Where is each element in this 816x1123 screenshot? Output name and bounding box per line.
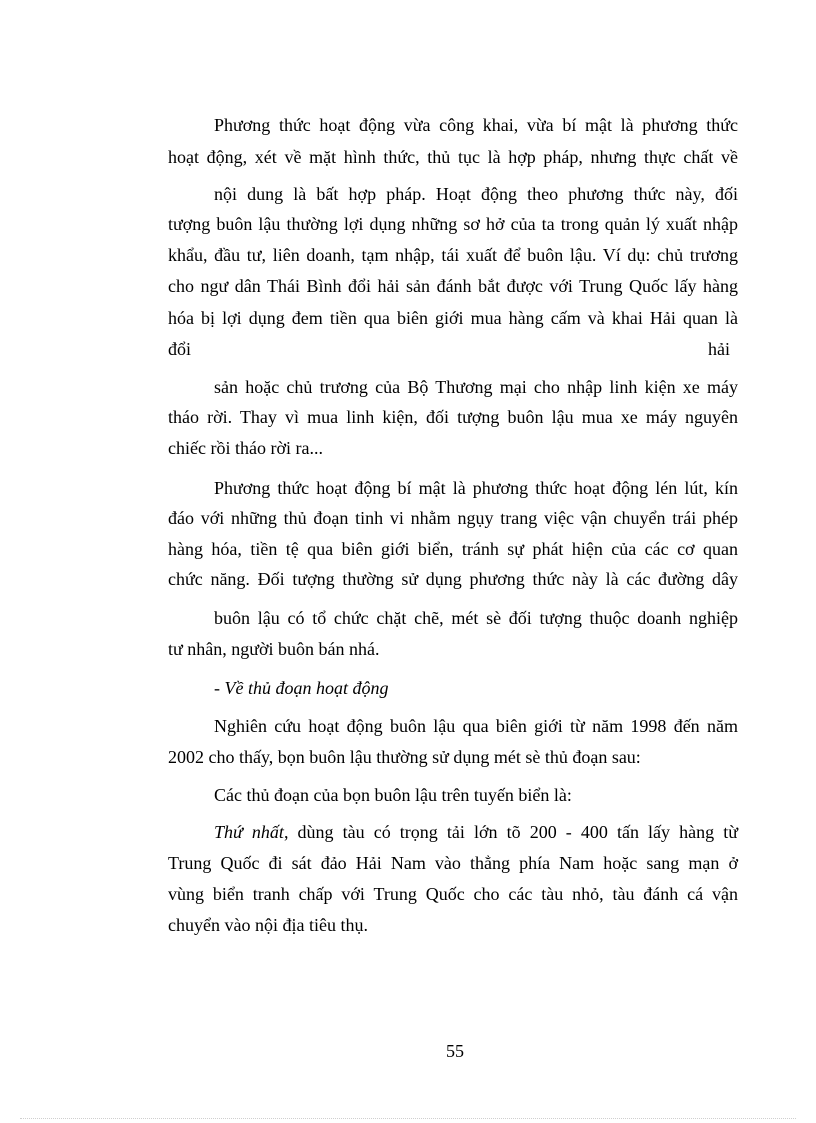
paragraph-line: sản hoặc chủ trương của Bộ Thương mại cho nhập linh kiện xe máy [214, 377, 738, 397]
paragraph-line: 2002 cho thấy, bọn buôn lậu thường sử dụng mét sè thủ đoạn sau: [168, 747, 641, 767]
paragraph-line [214, 821, 738, 843]
paragraph-line: chiếc rồi tháo rời ra... [168, 438, 323, 458]
paragraph-line: tượng buôn lậu thường lợi dụng những sơ hở của ta trong quản lý xuất nhập [168, 214, 738, 234]
paragraph-line: Phương thức hoạt động vừa công khai, vừa bí mật là phương thức [214, 115, 738, 135]
paragraph-line: khẩu, đầu tư, liên doanh, tạm nhập, tái xuất để buôn lậu. Ví dụ: chủ trương [168, 245, 738, 265]
page-number: 55 [446, 1041, 464, 1061]
paragraph-line: hàng hóa, tiền tệ qua biên giới biển, tránh sự phát hiện của các cơ quan [168, 539, 738, 559]
paragraph-line-right: hải [708, 339, 730, 359]
paragraph-line-rest: , dùng tàu có trọng tải lớn tõ 200 - 400 tấn lấy hàng từ [283, 822, 738, 842]
paragraph-line: Trung Quốc đi sát đảo Hải Nam vào thẳng phía Nam hoặc sang mạn ở [168, 853, 738, 873]
paragraph-line: hoạt động, xét về mặt hình thức, thủ tục là hợp pháp, nhưng thực chất về [168, 147, 738, 167]
page-bottom-rule [20, 1118, 796, 1119]
paragraph-line: Phương thức hoạt động bí mật là phương thức hoạt động lén lút, kín [214, 478, 738, 498]
paragraph-line: Các thủ đoạn của bọn buôn lậu trên tuyến biển là: [214, 785, 572, 805]
paragraph-line: chức năng. Đối tượng thường sử dụng phương thức này là các đường dây [168, 569, 738, 589]
emphasis-first: Thứ nhất [214, 822, 284, 842]
paragraph-line: tư nhân, người buôn bán nhá. [168, 639, 380, 659]
paragraph-line: Nghiên cứu hoạt động buôn lậu qua biên giới từ năm 1998 đến năm [214, 716, 738, 736]
paragraph-line: hóa bị lợi dụng đem tiền qua biên giới mua hàng cấm và khai Hải quan là [168, 308, 738, 328]
paragraph-line-left: đổi [168, 339, 192, 359]
paragraph-line: đáo với những thủ đoạn tinh vi nhằm ngụy trang việc vận chuyển trái phép [168, 508, 738, 528]
paragraph-line: vùng biển tranh chấp với Trung Quốc cho các tàu nhỏ, tàu đánh cá vận [168, 884, 738, 904]
paragraph-line: buôn lậu có tổ chức chặt chẽ, mét sè đối tượng thuộc doanh nghiệp [214, 608, 738, 628]
section-heading: - Về thủ đoạn hoạt động [214, 678, 389, 698]
paragraph-line: cho ngư dân Thái Bình đổi hải sản đánh bắt được với Trung Quốc lấy hàng [168, 276, 738, 296]
paragraph-line: chuyển vào nội địa tiêu thụ. [168, 915, 368, 935]
paragraph-line: nội dung là bất hợp pháp. Hoạt động theo phương thức này, đối [214, 184, 738, 204]
paragraph-line: tháo rời. Thay vì mua linh kiện, đối tượng buôn lậu mua xe máy nguyên [168, 407, 738, 427]
